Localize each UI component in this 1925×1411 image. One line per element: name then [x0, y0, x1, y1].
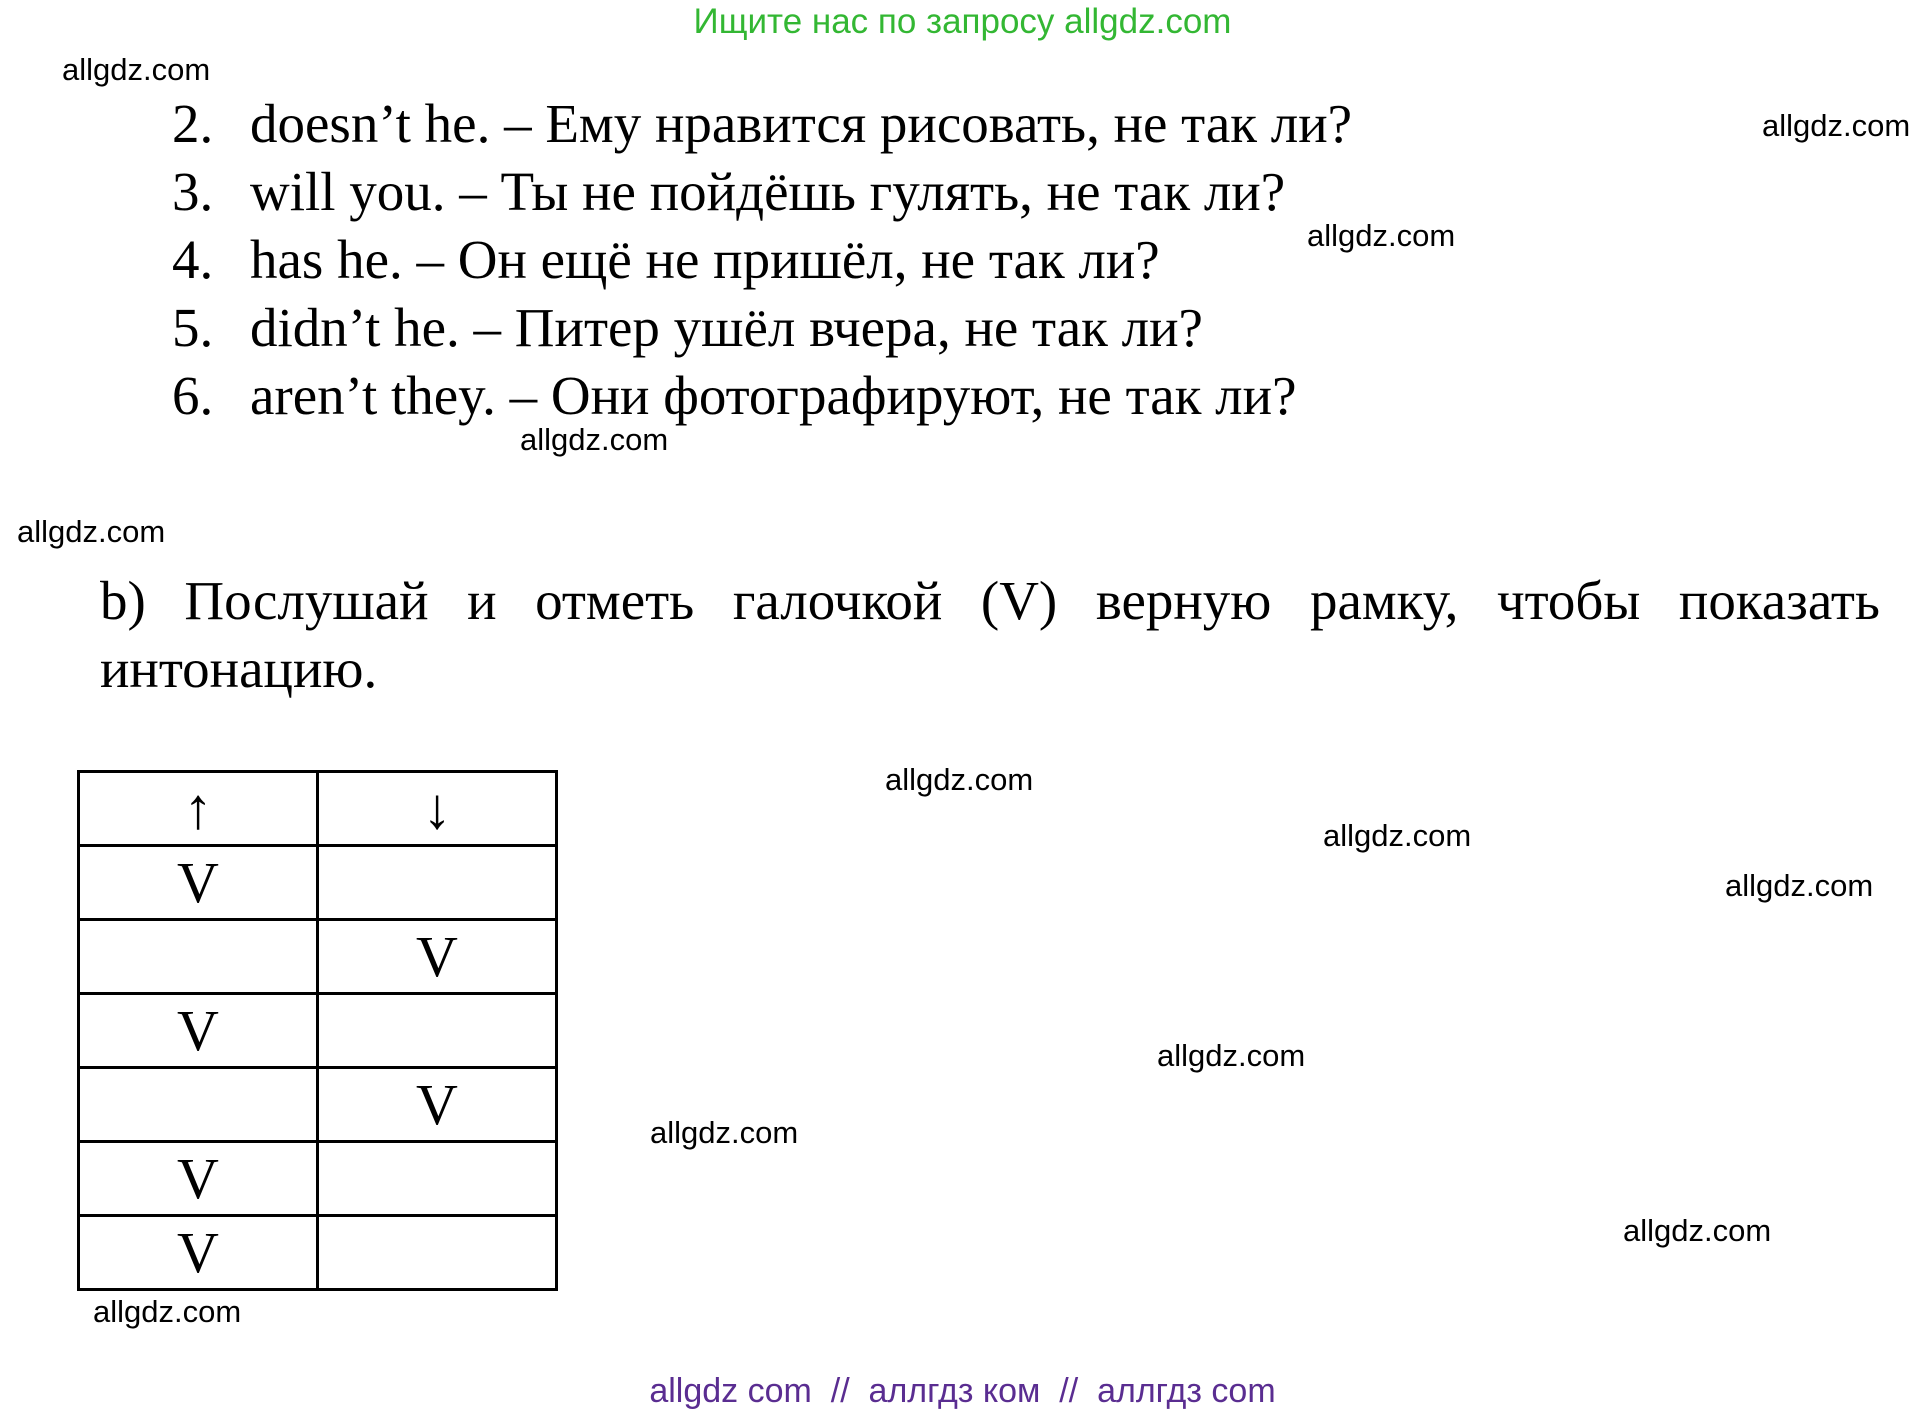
falling-cell — [318, 846, 557, 920]
rising-cell: V — [79, 1142, 318, 1216]
watermark: allgdz.com — [1762, 108, 1911, 143]
table-row — [79, 1068, 557, 1142]
table-row — [79, 846, 557, 920]
watermark: allgdz.com — [885, 762, 1034, 797]
table-header-row — [79, 772, 557, 846]
table-row — [79, 994, 557, 1068]
footer-links[interactable]: allgdz com // аллгдз ком // аллгдз com — [649, 1372, 1276, 1410]
watermark: allgdz.com — [1307, 218, 1456, 253]
answer-item — [172, 90, 1352, 158]
task-instruction: b) Послушай и отметь галочкой (V) верную рамку, чтобы показать интонацию. — [100, 570, 1880, 699]
answer-text: doesn’t he. – Ему нравится рисовать, не так ли? — [250, 93, 1353, 154]
answer-number: 6. — [172, 365, 214, 426]
falling-cell — [318, 994, 557, 1068]
rising-cell — [79, 1068, 318, 1142]
watermark: allgdz.com — [17, 514, 166, 549]
falling-cell — [318, 1216, 557, 1290]
watermark: allgdz.com — [62, 52, 211, 87]
answer-item — [172, 362, 1352, 430]
answer-text: has he. – Он ещё не пришёл, не так ли? — [250, 229, 1160, 290]
watermark: allgdz.com — [1323, 818, 1472, 853]
falling-cell — [318, 1142, 557, 1216]
table-row — [79, 920, 557, 994]
table-row — [79, 1216, 557, 1290]
answer-number: 2. — [172, 93, 214, 154]
watermark: allgdz.com — [1623, 1213, 1772, 1248]
answer-item — [172, 158, 1352, 226]
answer-text: didn’t he. – Питер ушёл вчера, не так ли? — [250, 297, 1203, 358]
watermark: allgdz.com — [1157, 1038, 1306, 1073]
intonation-table — [77, 770, 558, 1291]
rising-cell: V — [79, 994, 318, 1068]
answer-item — [172, 294, 1352, 362]
search-banner[interactable]: Ищите нас по запросу allgdz.com — [693, 2, 1232, 41]
falling-arrow-icon: ↓ — [318, 772, 557, 846]
watermark: allgdz.com — [1725, 868, 1874, 903]
answer-text: will you. – Ты не пойдёшь гулять, не так ли? — [250, 161, 1286, 222]
answer-text: aren’t they. – Они фотографируют, не так ли? — [250, 365, 1297, 426]
table-row — [79, 1142, 557, 1216]
answer-item — [172, 226, 1352, 294]
rising-cell: V — [79, 1216, 318, 1290]
falling-cell: V — [318, 1068, 557, 1142]
answers-list — [172, 90, 1352, 430]
answer-number: 4. — [172, 229, 214, 290]
falling-cell: V — [318, 920, 557, 994]
answer-number: 3. — [172, 161, 214, 222]
rising-cell — [79, 920, 318, 994]
rising-cell: V — [79, 846, 318, 920]
rising-arrow-icon: ↑ — [79, 772, 318, 846]
watermark: allgdz.com — [93, 1294, 242, 1329]
answer-number: 5. — [172, 297, 214, 358]
watermark: allgdz.com — [650, 1115, 799, 1150]
watermark: allgdz.com — [520, 422, 669, 457]
